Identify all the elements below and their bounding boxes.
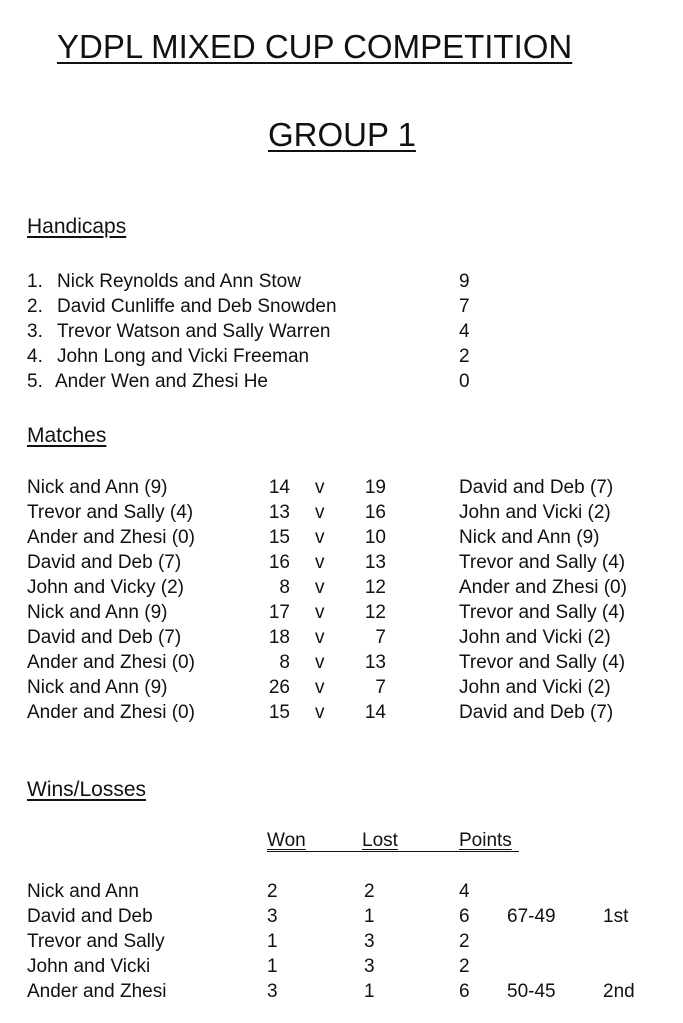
handicap-pair: David Cunliffe and Deb Snowden xyxy=(57,296,337,317)
standings-points: 6 xyxy=(459,906,470,927)
match-row xyxy=(0,700,683,725)
handicap-row xyxy=(0,344,683,369)
standings-row xyxy=(0,904,683,929)
match-home-score: 26 xyxy=(268,677,290,698)
points-column-header: Points xyxy=(459,830,512,851)
match-home-score: 15 xyxy=(268,702,290,723)
handicap-value: 4 xyxy=(459,321,470,342)
handicap-row xyxy=(0,269,683,294)
match-versus: v xyxy=(315,527,325,548)
match-row xyxy=(0,475,683,500)
match-row xyxy=(0,625,683,650)
match-home-score: 15 xyxy=(268,527,290,548)
standings-won: 1 xyxy=(267,931,278,952)
handicap-row xyxy=(0,369,683,394)
handicap-number: 5. xyxy=(27,371,43,392)
standings-won: 1 xyxy=(267,956,278,977)
column-header-underline xyxy=(267,851,519,852)
match-home-score: 13 xyxy=(268,502,290,523)
match-home-team: John and Vicky (2) xyxy=(27,577,185,598)
match-away-score: 13 xyxy=(364,552,386,573)
standings-row xyxy=(0,929,683,954)
match-home-score: 14 xyxy=(268,477,290,498)
match-versus: v xyxy=(315,552,325,573)
match-home-team: Ander and Zhesi (0) xyxy=(27,652,195,673)
won-column-header: Won xyxy=(267,830,306,851)
handicap-row xyxy=(0,319,683,344)
standings-pair: Nick and Ann xyxy=(27,881,139,902)
standings-row xyxy=(0,979,683,1004)
match-row xyxy=(0,525,683,550)
standings-score: 67-49 xyxy=(507,906,556,927)
match-away-score: 19 xyxy=(364,477,386,498)
standings-row xyxy=(0,879,683,904)
standings-points: 2 xyxy=(459,931,470,952)
match-home-team: Ander and Zhesi (0) xyxy=(27,527,195,548)
match-away-team: Trevor and Sally (4) xyxy=(459,602,626,623)
match-away-score: 12 xyxy=(364,602,386,623)
match-away-team: Ander and Zhesi (0) xyxy=(459,577,627,598)
standings-points: 6 xyxy=(459,981,470,1002)
match-row xyxy=(0,550,683,575)
standings-pair: Ander and Zhesi xyxy=(27,981,167,1002)
handicap-value: 0 xyxy=(459,371,470,392)
match-versus: v xyxy=(315,577,325,598)
standings-lost: 1 xyxy=(364,906,375,927)
match-away-score: 10 xyxy=(364,527,386,548)
match-versus: v xyxy=(315,627,325,648)
match-home-team: Ander and Zhesi (0) xyxy=(27,702,195,723)
standings-lost: 1 xyxy=(364,981,375,1002)
match-home-team: Trevor and Sally (4) xyxy=(27,502,194,523)
match-versus: v xyxy=(315,677,325,698)
standings-score: 50-45 xyxy=(507,981,556,1002)
match-row xyxy=(0,575,683,600)
match-versus: v xyxy=(315,702,325,723)
standings-points: 2 xyxy=(459,956,470,977)
matches-heading: Matches xyxy=(27,424,107,447)
match-away-team: John and Vicki (2) xyxy=(459,502,611,523)
match-row xyxy=(0,675,683,700)
match-away-team: Nick and Ann (9) xyxy=(459,527,600,548)
standings-pair: John and Vicki xyxy=(27,956,151,977)
handicap-value: 2 xyxy=(459,346,470,367)
match-away-score: 7 xyxy=(375,677,386,698)
handicaps-heading: Handicaps xyxy=(27,215,127,238)
standings-pair: David and Deb xyxy=(27,906,153,927)
handicap-pair: Nick Reynolds and Ann Stow xyxy=(57,271,301,292)
match-home-team: David and Deb (7) xyxy=(27,552,182,573)
handicap-value: 7 xyxy=(459,296,470,317)
match-home-team: Nick and Ann (9) xyxy=(27,677,168,698)
match-away-score: 13 xyxy=(364,652,386,673)
handicap-pair: John Long and Vicki Freeman xyxy=(57,346,310,367)
match-row xyxy=(0,650,683,675)
handicap-pair: Ander Wen and Zhesi He xyxy=(55,371,268,392)
standings-heading: Wins/Losses xyxy=(27,778,147,801)
document-title: YDPL MIXED CUP COMPETITION xyxy=(57,28,573,65)
match-home-team: Nick and Ann (9) xyxy=(27,602,168,623)
match-home-team: David and Deb (7) xyxy=(27,627,182,648)
handicap-row xyxy=(0,294,683,319)
standings-pair: Trevor and Sally xyxy=(27,931,165,952)
match-away-score: 12 xyxy=(364,577,386,598)
standings-lost: 3 xyxy=(364,956,375,977)
handicap-number: 2. xyxy=(27,296,43,317)
match-home-team: Nick and Ann (9) xyxy=(27,477,168,498)
handicap-value: 9 xyxy=(459,271,470,292)
match-row xyxy=(0,600,683,625)
standings-place: 1st xyxy=(603,906,629,927)
match-versus: v xyxy=(315,502,325,523)
match-home-score: 18 xyxy=(268,627,290,648)
standings-lost: 2 xyxy=(364,881,375,902)
match-home-score: 8 xyxy=(279,652,290,673)
match-away-team: David and Deb (7) xyxy=(459,702,614,723)
group-title: GROUP 1 xyxy=(268,116,416,153)
handicap-number: 4. xyxy=(27,346,43,367)
match-versus: v xyxy=(315,652,325,673)
match-home-score: 8 xyxy=(279,577,290,598)
match-away-team: John and Vicki (2) xyxy=(459,677,611,698)
match-away-team: Trevor and Sally (4) xyxy=(459,552,626,573)
match-away-score: 16 xyxy=(364,502,386,523)
match-away-team: David and Deb (7) xyxy=(459,477,614,498)
handicap-number: 3. xyxy=(27,321,43,342)
standings-won: 3 xyxy=(267,906,278,927)
match-home-score: 16 xyxy=(268,552,290,573)
match-versus: v xyxy=(315,602,325,623)
match-away-score: 14 xyxy=(364,702,386,723)
match-away-team: Trevor and Sally (4) xyxy=(459,652,626,673)
match-away-score: 7 xyxy=(375,627,386,648)
standings-won: 3 xyxy=(267,981,278,1002)
lost-column-header: Lost xyxy=(362,830,398,851)
handicap-number: 1. xyxy=(27,271,43,292)
standings-points: 4 xyxy=(459,881,470,902)
standings-lost: 3 xyxy=(364,931,375,952)
standings-place: 2nd xyxy=(603,981,635,1002)
match-away-team: John and Vicki (2) xyxy=(459,627,611,648)
match-row xyxy=(0,500,683,525)
standings-row xyxy=(0,954,683,979)
match-home-score: 17 xyxy=(268,602,290,623)
match-versus: v xyxy=(315,477,325,498)
standings-won: 2 xyxy=(267,881,278,902)
handicap-pair: Trevor Watson and Sally Warren xyxy=(57,321,331,342)
